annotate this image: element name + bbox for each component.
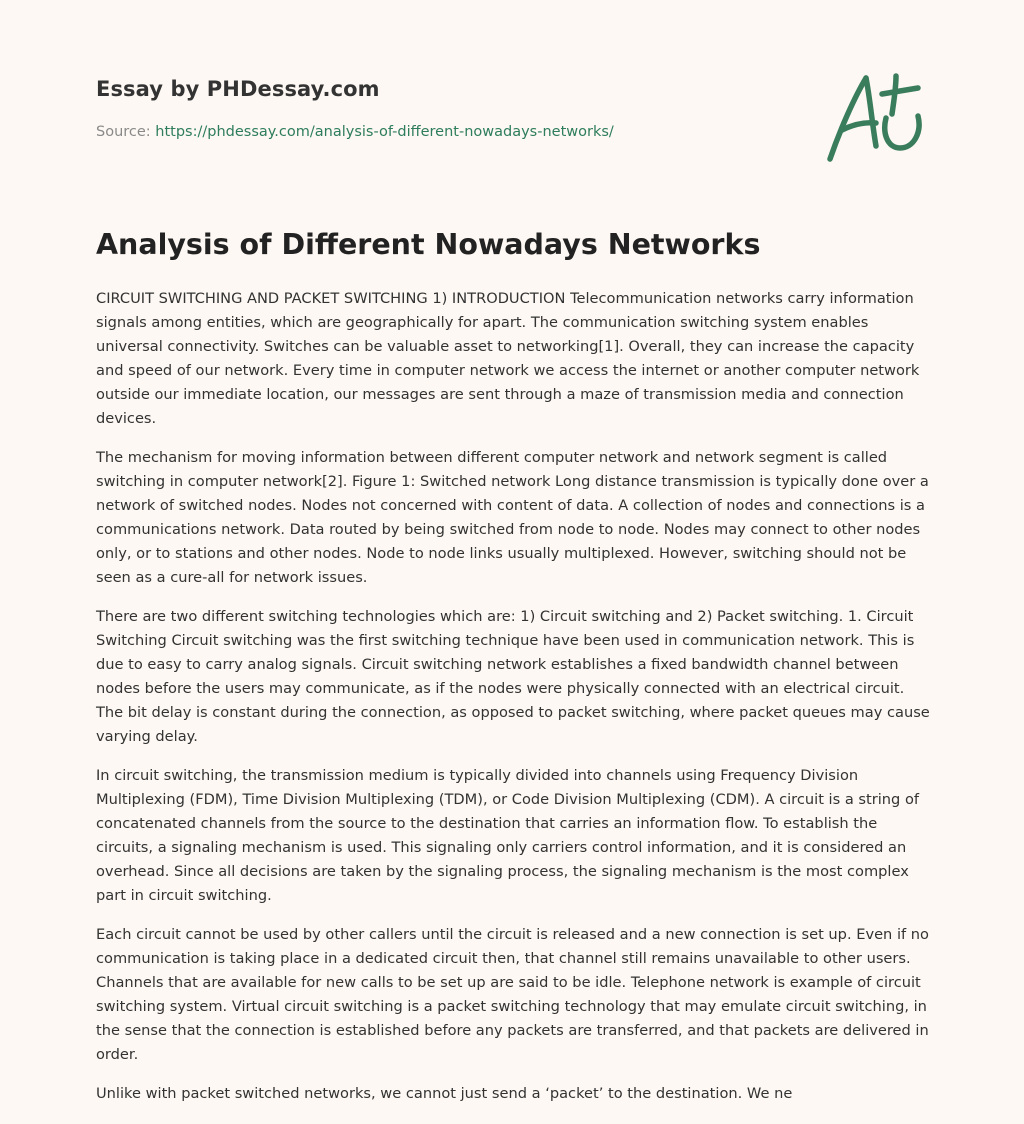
essay-paragraph: The mechanism for moving information between different computer network and network segment is called switching in computer network[2]. Figure 1: Switched network Long distance transmission is typically done over a network of switched nodes. Nodes not concerned with content of data. A collection of nodes and connections is a communications network. Data routed by being switched from node to node. Nodes may connect to other nodes only, or to stations and other nodes. Node to node links usually multiplexed. However, switching should not be seen as a cure-all for network issues. xyxy=(96,449,929,586)
source-link[interactable]: https://phdessay.com/analysis-of-different-nowadays-networks/ xyxy=(155,124,614,140)
essay-paragraph: Each circuit cannot be used by other callers until the circuit is released and a new connection is set up. Even if no communication is taking place in a dedicated circuit then, that channel still remains unavailable to other users. Channels that are available for new calls to be set up are said to be idle. Telephone network is example of circuit switching system. Virtual circuit switching is a packet switching technology that may emulate circuit switching, in the sense that the connection is established before any packets are transferred, and that packets are delivered in order. xyxy=(96,926,929,1063)
essay-paragraph: In circuit switching, the transmission medium is typically divided into channels using Frequency Division Multiplexing (FDM), Time Division Multiplexing (TDM), or Code Division Multiplexing (CDM). A circuit is a string of concatenated channels from the source to the destination that carries an information flow. To establish the circuits, a signaling mechanism is used. This signaling only carriers control information, and it is considered an overhead. Since all decisions are taken by the signaling process, the signaling mechanism is the most complex part in circuit switching. xyxy=(96,767,920,904)
essay-paragraph: CIRCUIT SWITCHING AND PACKET SWITCHING 1) INTRODUCTION Telecommunication networks carry information signals among entities, which are geographically for apart. The communication switching system enables universal connectivity. Switches can be valuable asset to networking[1]. Overall, they can increase the capacity and speed of our network. Every time in computer network we access the internet or another computer network outside our immediate location, our messages are sent through a maze of transmission media and connection devices. xyxy=(96,290,920,427)
site-title: Essay by PHDessay.com xyxy=(96,77,380,101)
essay-body xyxy=(96,287,932,1121)
essay-paragraph: Unlike with packet switched networks, we cannot just send a ‘packet’ to the destination. We ne xyxy=(96,1085,793,1102)
essay-paragraph: There are two different switching technologies which are: 1) Circuit switching and 2) Packet switching. 1. Circuit Switching Circuit switching was the first switching technique have been used in communication network. This is due to easy to carry analog signals. Circuit switching network establishes a fixed bandwidth channel between nodes before the users may communicate, as if the nodes were physically connected with an electrical circuit. The bit delay is constant during the connection, as opposed to packet switching, where packet queues may cause varying delay. xyxy=(96,608,930,745)
essay-title: Analysis of Different Nowadays Networks xyxy=(96,228,761,261)
source-label: Source: xyxy=(96,124,151,140)
a-plus-logo-icon xyxy=(824,68,928,166)
source-line xyxy=(96,124,614,140)
